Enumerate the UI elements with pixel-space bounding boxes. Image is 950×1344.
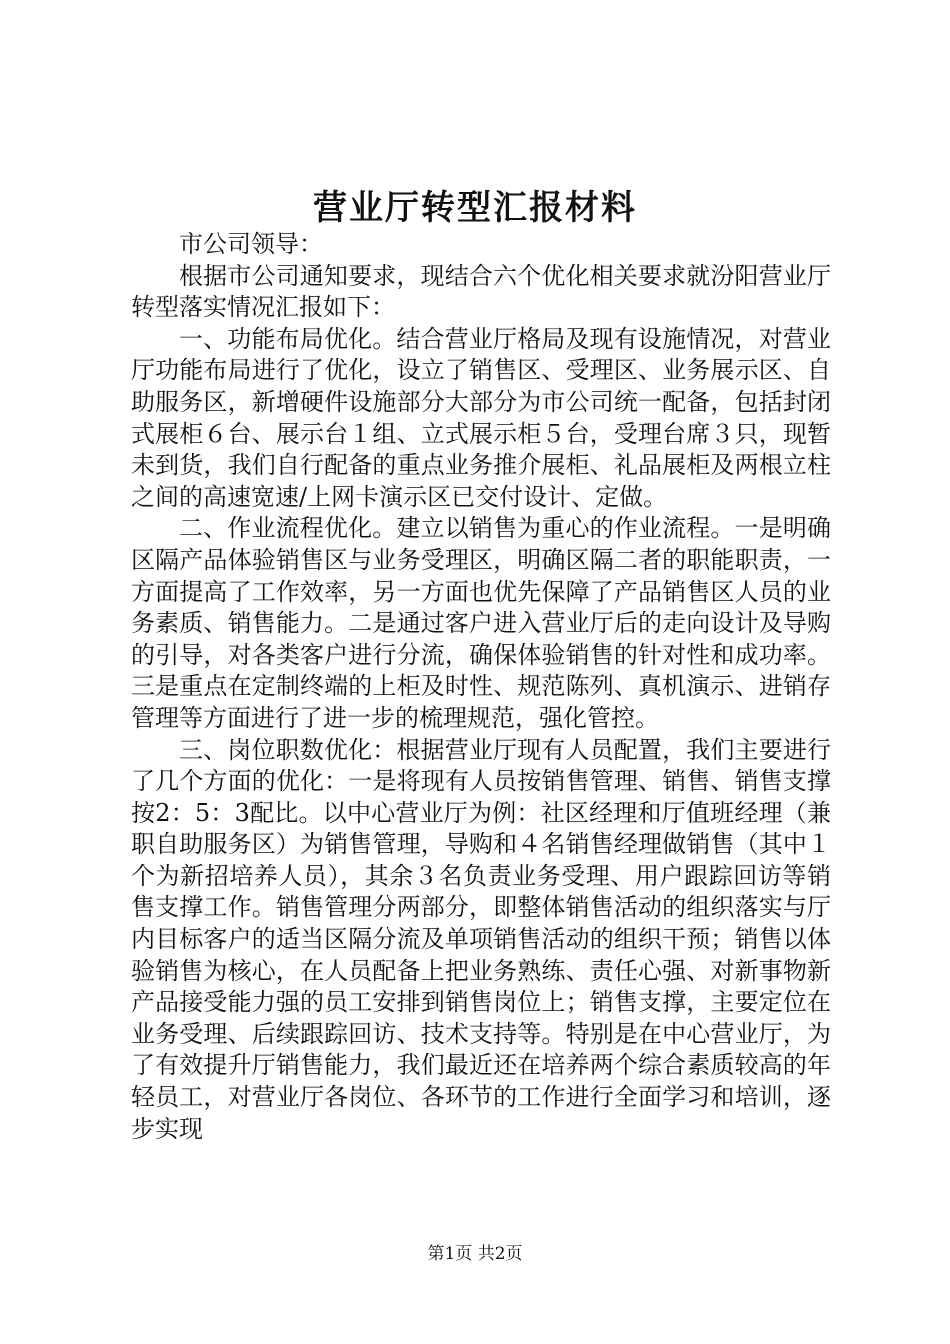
greeting-paragraph: 市公司领导：: [179, 230, 323, 258]
intro-paragraph: 根据市公司通知要求，现结合六个优化相关要求就汾阳营业厅转型落实情况汇报如下：: [131, 261, 831, 322]
section-2-paragraph: 二、作业流程优化。建立以销售为重心的作业流程。一是明确区隔产品体验销售区与业务受理区，明确区隔二者的职能职责，一方面提高了工作效率，另一方面也优先保障了产品销售区人员的业务素质、销售能力。二是通过客户进入营业厅后的走向设计及导购的引导，对各类客户进行分流，确保体验销售的针对性和成功率。三是重点在定制终端的上柜及时性、规范陈列、真机演示、进销存管理等方面进行了进一步的梳理规范，强化管控。: [131, 514, 831, 732]
document-body: [131, 229, 831, 1145]
section-1-paragraph: 一、功能布局优化。结合营业厅格局及现有设施情况，对营业厅功能布局进行了优化，设立了销售区、受理区、业务展示区、自助服务区，新增硬件设施部分大部分为市公司统一配备，包括封闭式展柜６台、展示台１组、立式展示柜５台，受理台席３只，现暂未到货，我们自行配备的重点业务推介展柜、礼品展柜及两根立柱之间的高速宽速/上网卡演示区已交付设计、定做。: [131, 324, 831, 511]
page-title: 营业厅转型汇报材料: [313, 188, 637, 228]
page-number-footer: 第1页 共2页: [427, 1244, 523, 1264]
section-3-paragraph: 三、岗位职数优化：根据营业厅现有人员配置，我们主要进行了几个方面的优化：一是将现有人员按销售管理、销售、销售支撑按2：5：3配比。以中心营业厅为例：社区经理和厅值班经理（兼职自助服务区）为销售管理，导购和４名销售经理做销售（其中１个为新招培养人员），其余３名负责业务受理、用户跟踪回访等销售支撑工作。销售管理分两部分，即整体销售活动的组织落实与厅内目标客户的适当区隔分流及单项销售活动的组织干预；销售以体验销售为核心，在人员配备上把业务熟练、责任心强、对新事物新产品接受能力强的员工安排到销售岗位上；销售支撑，主要定位在业务受理、后续跟踪回访、技术支持等。特别是在中心营业厅，为了有效提升厅销售能力，我们最近还在培养两个综合素质较高的年轻员工，对营业厅各岗位、各环节的工作进行全面学习和培训，逐步实现: [131, 735, 831, 1143]
